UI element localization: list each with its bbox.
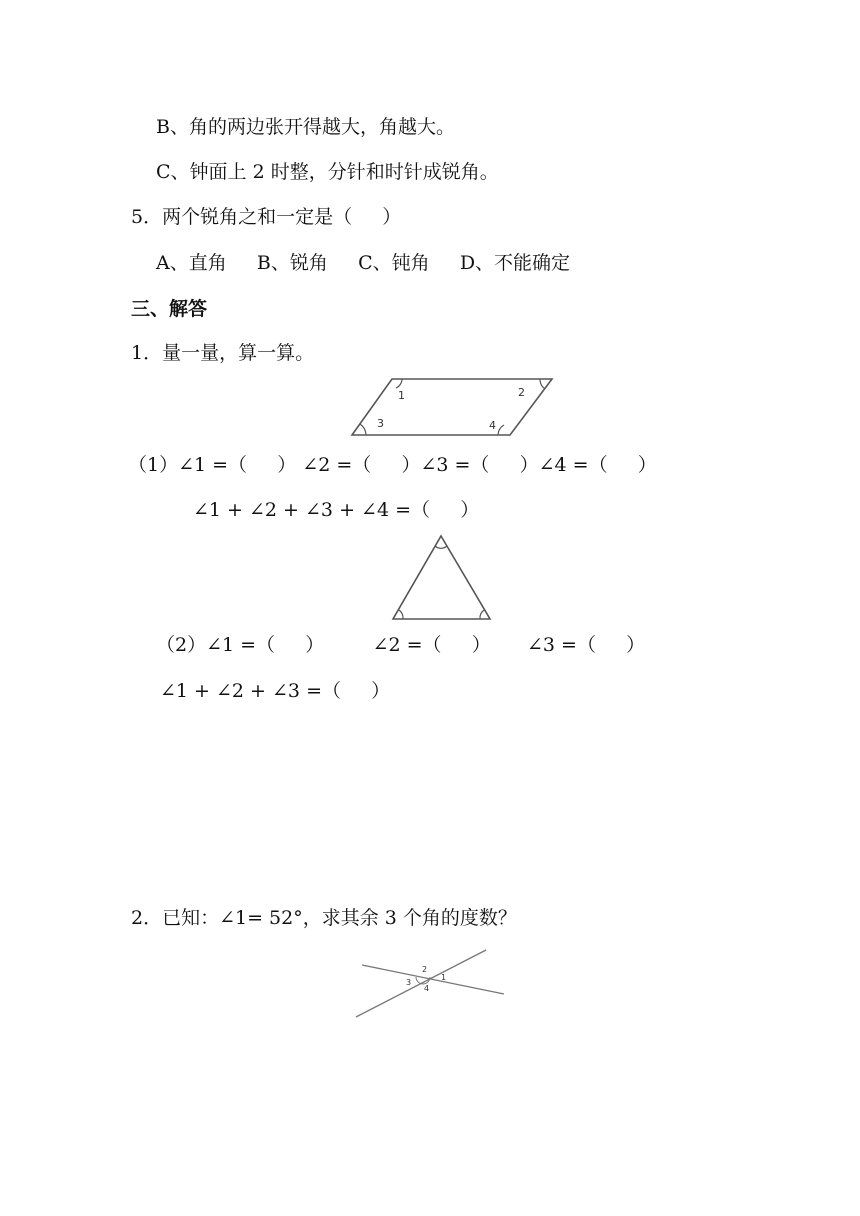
angle-1-arc (396, 379, 402, 388)
problem-1-part-2-sum: ∠1 + ∠2 + ∠3 =（ ） (160, 680, 391, 702)
angle-label-4: 4 (489, 419, 496, 432)
option-c-text: C、钟面上 2 时整，分针和时针成锐角。 (156, 161, 499, 183)
angle-label-2: 2 (518, 386, 525, 399)
line-angle-label-2: 2 (422, 965, 428, 974)
angle-3-arc (360, 424, 366, 435)
angle-label-3: 3 (377, 417, 384, 430)
question-5: 5．两个锐角之和一定是（ ） (131, 206, 402, 228)
question-5-options: A、直角 B、锐角 C、钝角 D、不能确定 (156, 252, 571, 274)
problem-1-part-2: （2）∠1 =（ ） ∠2 =（ ） ∠3 =（ ） (156, 634, 646, 656)
triangle-angle-3-arc (480, 610, 484, 619)
triangle-figure (390, 533, 494, 623)
line-angle-label-1: 1 (441, 973, 447, 982)
angle-2-arc (540, 379, 545, 389)
line-angle-label-3: 3 (406, 978, 412, 987)
triangle-angle-1-arc (435, 546, 447, 548)
angle-label-1: 1 (398, 389, 405, 402)
problem-1-part-1: （1）∠1 =（ ） ∠2 =（ ）∠3 =（ ）∠4 =（ ） (128, 454, 657, 476)
problem-1-title: 1．量一量，算一算。 (131, 342, 315, 364)
problem-2-title: 2．已知：∠1= 52°，求其余 3 个角的度数？ (131, 907, 517, 929)
triangle-angle-2-arc (399, 610, 403, 619)
section-title: 三、解答 (131, 298, 208, 320)
line-angle-label-4: 4 (424, 984, 430, 993)
problem-1-part-1-sum: ∠1 + ∠2 + ∠3 + ∠4 =（ ） (193, 499, 480, 521)
parallelogram-figure (350, 375, 560, 441)
angle-4-arc (498, 425, 504, 435)
intersecting-lines-figure (352, 947, 508, 1021)
option-b-text: B、角的两边张开得越大，角越大。 (156, 116, 455, 138)
